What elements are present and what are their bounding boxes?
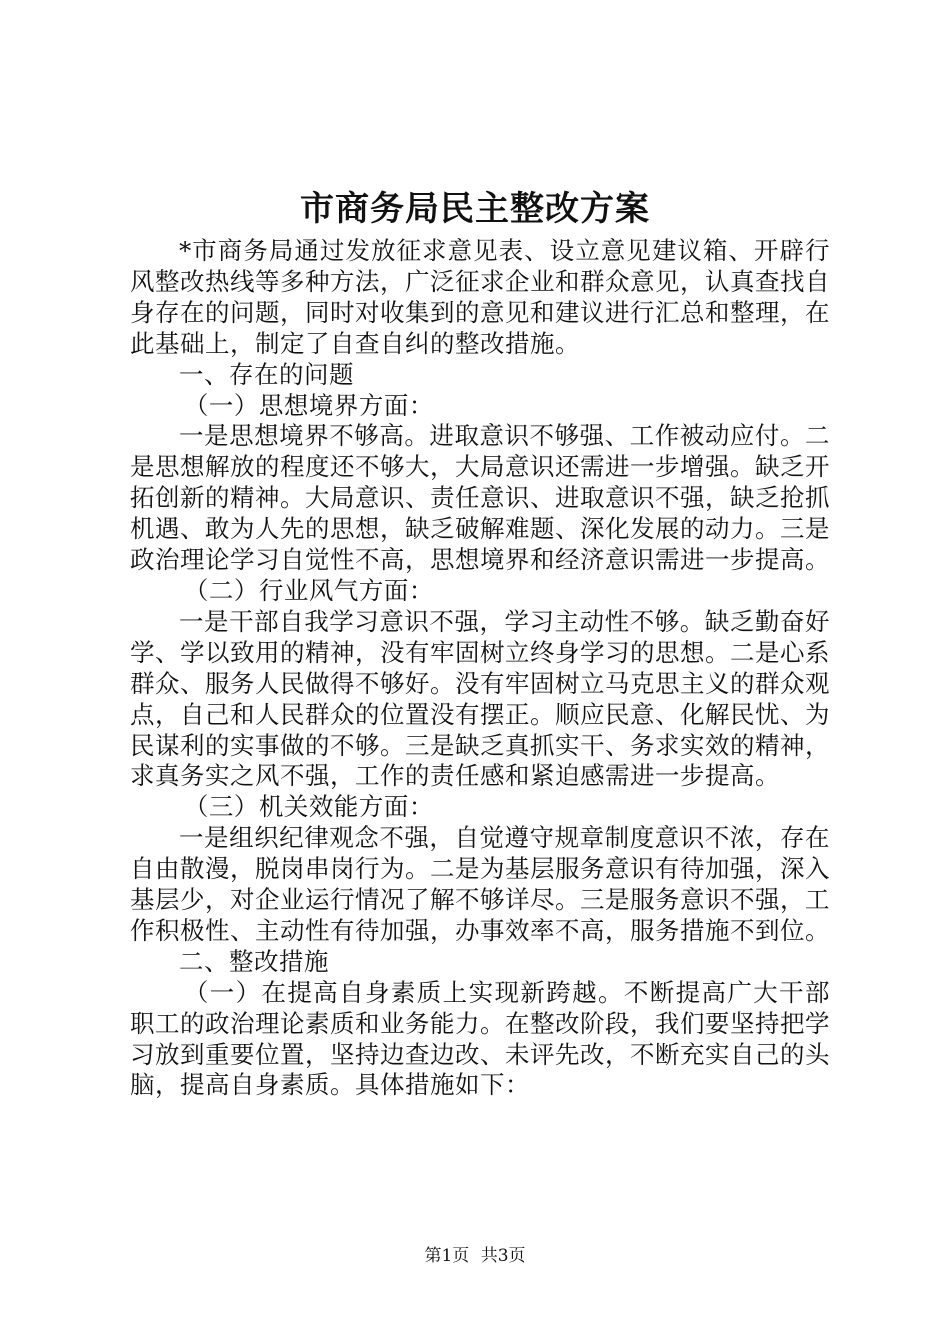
subheading-efficiency: （三）机关效能方面： — [183, 792, 434, 822]
subheading-ideology: （一）思想境界方面： — [183, 390, 434, 420]
subheading-industry-style: （二）行业风气方面： — [183, 575, 434, 605]
paragraph-efficiency: 一是组织纪律观念不强，自觉遵守规章制度意识不浓，存在自由散漫，脱岗串岗行为。二是为基层服务意识有待加强，深入基层少，对企业运行情况了解不够详尽。三是服务意识不强，工作积极性、主动性有待加强，办事效率不高，服务措施不到位。 — [130, 823, 830, 945]
section-heading-measures: 二、整改措施 — [179, 946, 329, 976]
page-footer: 第1页 共3页 — [424, 1246, 526, 1266]
intro-paragraph: *市商务局通过发放征求意见表、设立意见建议箱、开辟行风整改热线等多种方法，广泛征求企业和群众意见，认真查找自身存在的问题，同时对收集到的意见和建议进行汇总和整理，在此基础上，制定了自查自纠的整改措施。 — [130, 236, 830, 358]
paragraph-measure-one: （一）在提高自身素质上实现新跨越。不断提高广大干部职工的政治理论素质和业务能力。在整改阶段，我们要坚持把学习放到重要位置，坚持边查边改、未评先改，不断充实自己的头脑，提高自身素质。具体措施如下： — [130, 977, 830, 1100]
section-heading-problems: 一、存在的问题 — [179, 359, 354, 389]
paragraph-industry-style: 一是干部自我学习意识不强，学习主动性不够。缺乏勤奋好学、学以致用的精神，没有牢固树立终身学习的思想。二是心系群众、服务人民做得不够好。没有牢固树立马克思主义的群众观点，自己和人民群众的位置没有摆正。顺应民意、化解民忧、为民谋利的实事做的不够。三是缺乏真抓实干、务求实效的精神，求真务实之风不强，工作的责任感和紧迫感需进一步提高。 — [130, 606, 830, 791]
document-title: 市商务局民主整改方案 — [300, 189, 650, 229]
paragraph-ideology: 一是思想境界不够高。进取意识不够强、工作被动应付。二是思想解放的程度还不够大，大局意识还需进一步增强。缺乏开拓创新的精神。大局意识、责任意识、进取意识不强，缺乏抢抓机遇、敢为人先的思想，缺乏破解难题、深化发展的动力。三是政治理论学习自觉性不高，思想境界和经济意识需进一步提高。 — [130, 421, 830, 575]
document-body — [130, 236, 830, 1101]
